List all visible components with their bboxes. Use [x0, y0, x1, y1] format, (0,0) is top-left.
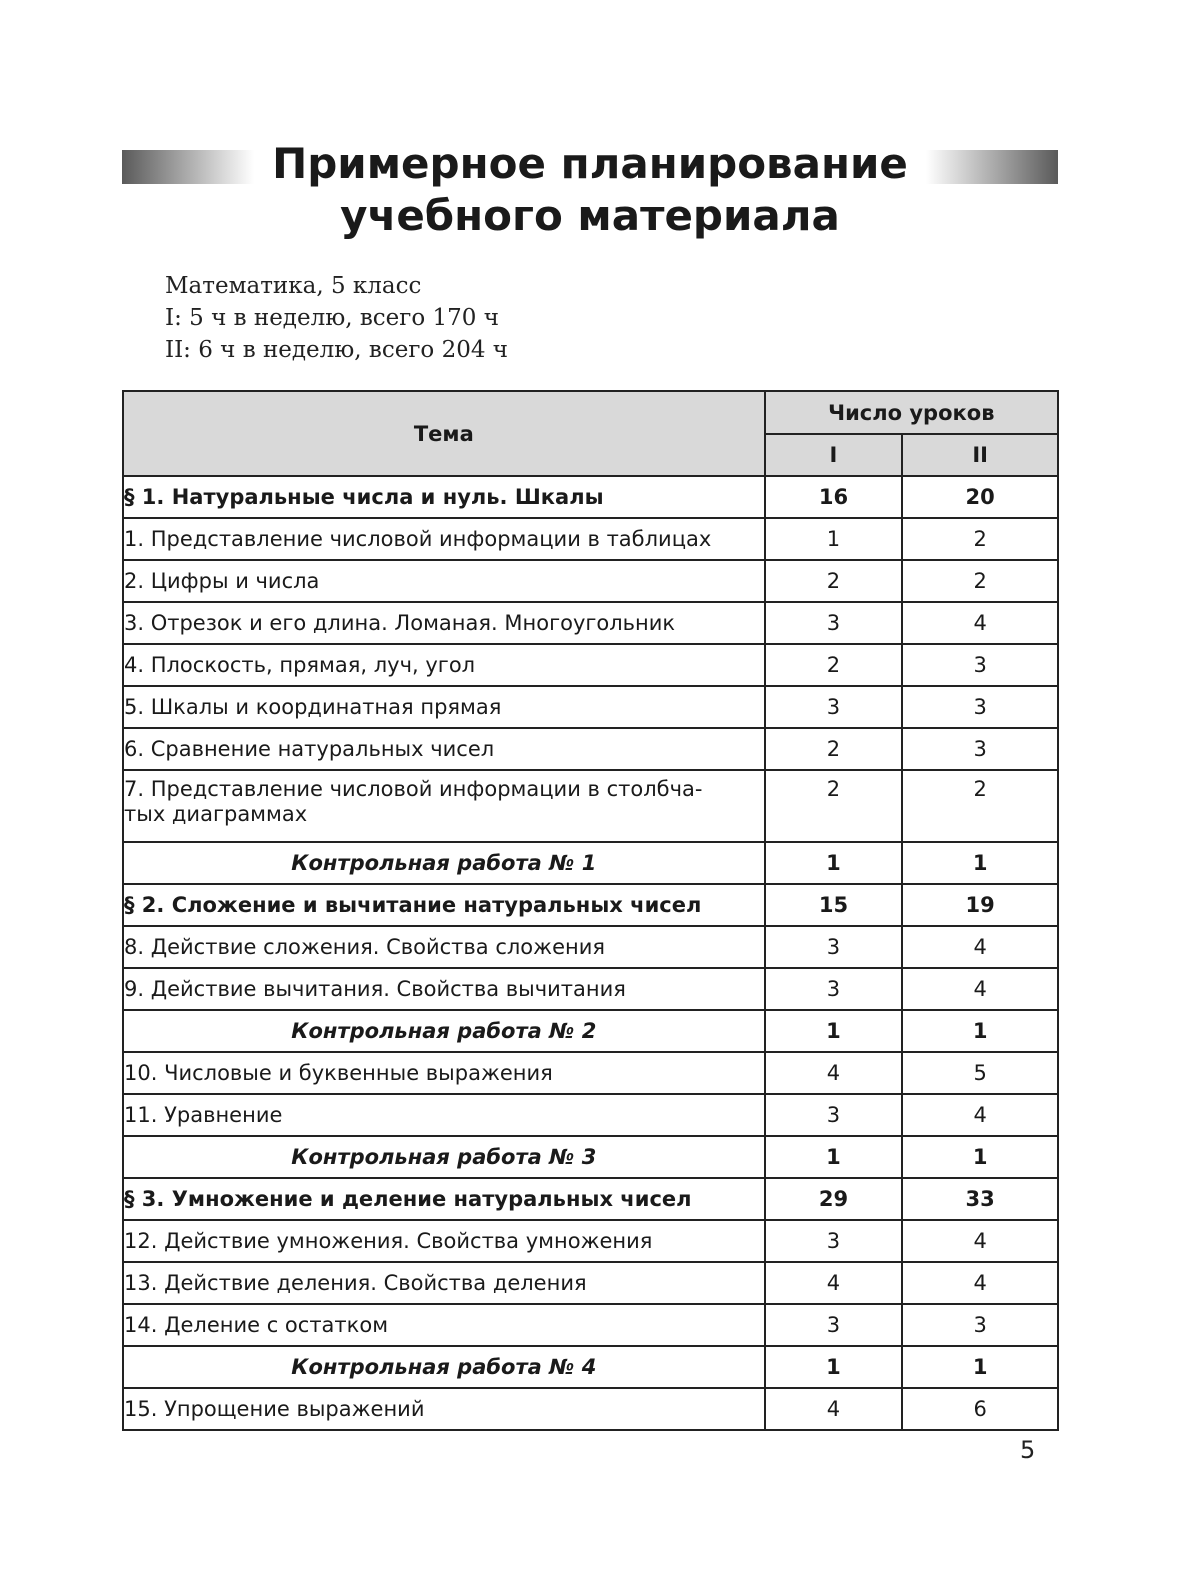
section-row	[123, 476, 1058, 518]
course-plan-i: I: 5 ч в неделю, всего 170 ч	[165, 305, 499, 331]
lessons-ii-cell: 6	[902, 1388, 1058, 1430]
topic-cell: 8. Действие сложения. Свойства сложения	[123, 926, 765, 968]
lessons-i-cell: 3	[765, 602, 903, 644]
lessons-i-cell: 3	[765, 968, 903, 1010]
topic-cell: § 1. Натуральные числа и нуль. Шкалы	[123, 476, 765, 518]
topic-cell: 6. Сравнение натуральных чисел	[123, 728, 765, 770]
topic-cell: 14. Деление с остатком	[123, 1304, 765, 1346]
table-row	[123, 1304, 1058, 1346]
topic-cell: 3. Отрезок и его длина. Ломаная. Многоугольник	[123, 602, 765, 644]
lessons-i-cell: 3	[765, 686, 903, 728]
table-row	[123, 1094, 1058, 1136]
lessons-ii-cell: 4	[902, 1094, 1058, 1136]
table-row	[123, 644, 1058, 686]
topic-cell	[123, 770, 765, 842]
header-topic: Тема	[123, 391, 765, 476]
lessons-i-cell: 4	[765, 1262, 903, 1304]
course-plan-ii: II: 6 ч в неделю, всего 204 ч	[165, 337, 508, 363]
lessons-ii-cell: 19	[902, 884, 1058, 926]
lessons-i-cell: 1	[765, 842, 903, 884]
lessons-ii-cell: 4	[902, 968, 1058, 1010]
lessons-ii-cell: 4	[902, 1262, 1058, 1304]
lessons-ii-cell: 3	[902, 644, 1058, 686]
lessons-ii-cell: 1	[902, 1346, 1058, 1388]
lessons-i-cell: 1	[765, 1010, 903, 1052]
lessons-i-cell: 4	[765, 1388, 903, 1430]
lessons-i-cell: 3	[765, 1220, 903, 1262]
lesson-plan-table	[122, 390, 1059, 1431]
table-row	[123, 926, 1058, 968]
lessons-ii-cell: 3	[902, 728, 1058, 770]
page-title-line-1: Примерное планирование	[272, 139, 908, 188]
lessons-ii-cell: 1	[902, 1010, 1058, 1052]
topic-cell: 11. Уравнение	[123, 1094, 765, 1136]
lessons-ii-cell: 2	[902, 518, 1058, 560]
lessons-i-cell: 2	[765, 770, 903, 842]
lessons-i-cell: 2	[765, 728, 903, 770]
page-title-line-2: учебного материала	[340, 191, 840, 240]
topic-cell: § 2. Сложение и вычитание натуральных чисел	[123, 884, 765, 926]
lessons-i-cell: 29	[765, 1178, 903, 1220]
topic-cell: 13. Действие деления. Свойства деления	[123, 1262, 765, 1304]
lessons-ii-cell: 4	[902, 1220, 1058, 1262]
table-row	[123, 1262, 1058, 1304]
lessons-i-cell: 15	[765, 884, 903, 926]
topic-cell: 9. Действие вычитания. Свойства вычитания	[123, 968, 765, 1010]
table-row	[123, 728, 1058, 770]
lessons-i-cell: 3	[765, 1304, 903, 1346]
lessons-i-cell: 3	[765, 926, 903, 968]
lessons-i-cell: 4	[765, 1052, 903, 1094]
table-row	[123, 770, 1058, 842]
topic-cell: Контрольная работа № 4	[123, 1346, 765, 1388]
lessons-i-cell: 1	[765, 1346, 903, 1388]
topic-cell: 1. Представление числовой информации в таблицах	[123, 518, 765, 560]
lessons-ii-cell: 2	[902, 560, 1058, 602]
table-row	[123, 686, 1058, 728]
lessons-ii-cell: 3	[902, 1304, 1058, 1346]
lessons-i-cell: 3	[765, 1094, 903, 1136]
lessons-i-cell: 1	[765, 518, 903, 560]
topic-cell: 10. Числовые и буквенные выражения	[123, 1052, 765, 1094]
table-row	[123, 1220, 1058, 1262]
topic-cell: Контрольная работа № 2	[123, 1010, 765, 1052]
lessons-ii-cell: 20	[902, 476, 1058, 518]
table-row	[123, 560, 1058, 602]
table-row	[123, 1052, 1058, 1094]
header-variant-i: I	[765, 434, 903, 476]
lessons-ii-cell: 1	[902, 842, 1058, 884]
lessons-ii-cell: 3	[902, 686, 1058, 728]
topic-cell: 2. Цифры и числа	[123, 560, 765, 602]
header-variant-ii: II	[902, 434, 1058, 476]
lessons-ii-cell: 1	[902, 1136, 1058, 1178]
lessons-i-cell: 2	[765, 560, 903, 602]
topic-cell: 4. Плоскость, прямая, луч, угол	[123, 644, 765, 686]
lessons-i-cell: 16	[765, 476, 903, 518]
page-title	[120, 138, 1060, 242]
table-row	[123, 968, 1058, 1010]
lessons-ii-cell: 2	[902, 770, 1058, 842]
table-row	[123, 518, 1058, 560]
topic-cell: Контрольная работа № 3	[123, 1136, 765, 1178]
topic-cell: 12. Действие умножения. Свойства умножения	[123, 1220, 765, 1262]
topic-cell: 5. Шкалы и координатная прямая	[123, 686, 765, 728]
test-row	[123, 1346, 1058, 1388]
topic-line-1: 7. Представление числовой информации в столбча-	[124, 777, 703, 801]
topic-line-2: тых диаграммах	[124, 802, 308, 826]
topic-cell: § 3. Умножение и деление натуральных чисел	[123, 1178, 765, 1220]
section-row	[123, 884, 1058, 926]
test-row	[123, 842, 1058, 884]
page-number: 5	[1020, 1436, 1036, 1464]
lessons-i-cell: 2	[765, 644, 903, 686]
test-row	[123, 1136, 1058, 1178]
course-subject: Математика, 5 класс	[165, 273, 422, 299]
lessons-ii-cell: 5	[902, 1052, 1058, 1094]
course-info	[165, 270, 508, 366]
header-lessons: Число уроков	[765, 391, 1058, 434]
topic-cell: 15. Упрощение выражений	[123, 1388, 765, 1430]
lessons-ii-cell: 4	[902, 926, 1058, 968]
lesson-plan-body	[123, 476, 1058, 1430]
test-row	[123, 1010, 1058, 1052]
lessons-i-cell: 1	[765, 1136, 903, 1178]
lessons-ii-cell: 4	[902, 602, 1058, 644]
table-row	[123, 602, 1058, 644]
table-row	[123, 1388, 1058, 1430]
lessons-ii-cell: 33	[902, 1178, 1058, 1220]
section-row	[123, 1178, 1058, 1220]
topic-cell: Контрольная работа № 1	[123, 842, 765, 884]
